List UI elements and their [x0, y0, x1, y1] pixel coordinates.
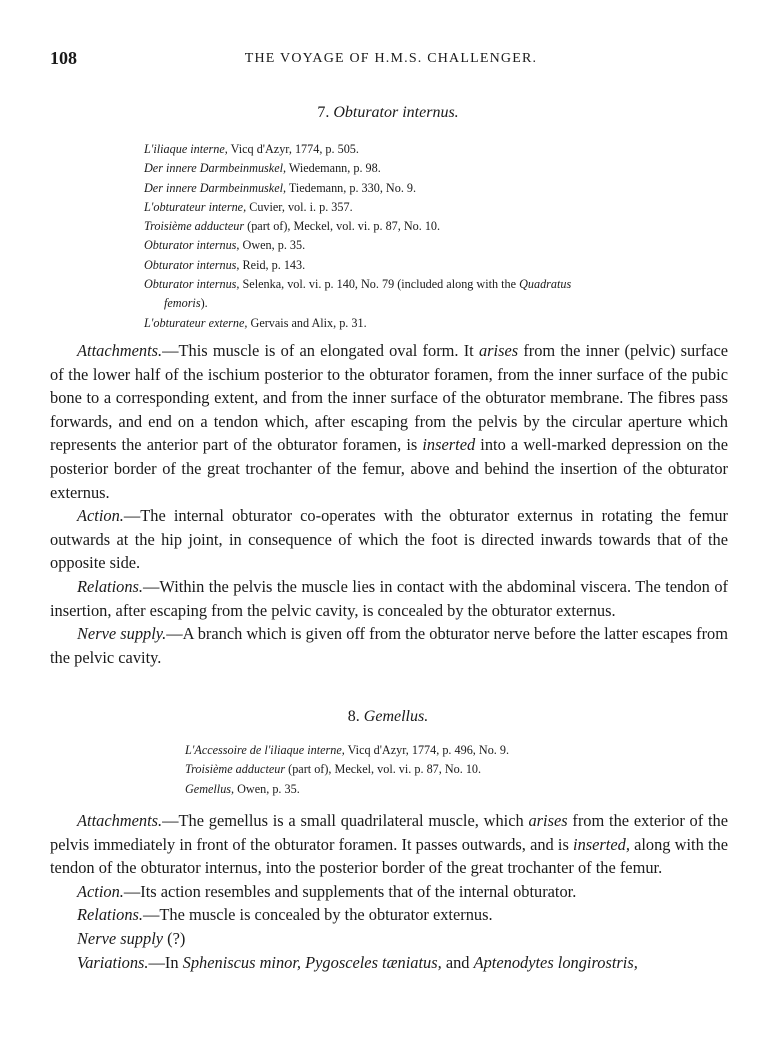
attachments-paragraph: Attachments.—This muscle is of an elongated oval form. It arises from the inner (pelvic) surface of the lower half of the ischium posterior to the obturator foramen, from the inner surface of the pubic bone to a corresponding extent, and from the inner surface of the obturator membrane. The fibres pass forwards, and end on a tendon which, after escaping from the pelvis by the circular aperture which represents the anterior part of the obturator foramen, is inserted into a well-marked depression on the posterior border of the great trochanter of the femur, above and behind the insertion of the obturator externus. — [50, 341, 729, 502]
synonym-entry: L'obturateur interne, Cuvier, vol. i. p. 357. — [144, 199, 353, 214]
action-paragraph: Action.—The internal obturator co-operates with the obturator externus in rotating the femur outwards at the hip joint, in consequence of which the foot is directed inwards towards that of the opposite side. — [50, 506, 728, 573]
synonym-entry: Der innere Darmbeinmuskel, Wiedemann, p. 98. — [144, 161, 381, 176]
relations-paragraph: Relations.—The muscle is concealed by the obturator externus. — [77, 905, 493, 925]
section-8-name: Gemellus. — [363, 708, 429, 725]
synonym-entry: L'obturateur externe, Gervais and Alix, p. 31. — [144, 315, 367, 330]
action-paragraph: Action.—Its action resembles and supplements that of the internal obturator. — [77, 881, 577, 901]
page-number: 108 — [50, 48, 77, 68]
section-8-title — [0, 708, 776, 726]
section-8-number: 8. — [347, 708, 360, 725]
section-7-number: 7. — [317, 104, 330, 121]
variations-paragraph: Variations.—In Spheniscus minor, Pygosceles tæniatus, and Aptenodytes longirostris, — [77, 952, 638, 972]
attachments-paragraph: Attachments.—The gemellus is a small quadrilateral muscle, which arises from the exterior of the pelvis immediately in front of the obturator foramen. It passes outwards, and is inserted, along with the tendon of the obturator internus, into the posterior border of the great trochanter of the femur. — [50, 811, 729, 878]
section-7-name: Obturator internus. — [333, 104, 459, 121]
synonym-entry-continuation: femoris). — [164, 296, 208, 311]
nerve-supply-paragraph: Nerve supply.—A branch which is given off from the obturator nerve before the latter escapes from the pelvic cavity. — [50, 624, 728, 667]
section-8-synonymy — [185, 741, 509, 799]
page-header — [50, 48, 732, 70]
section-7-title — [0, 104, 776, 122]
synonym-entry: Gemellus, Owen, p. 35. — [185, 781, 300, 796]
synonym-entry: L'Accessoire de l'iliaque interne, Vicq d'Azyr, 1774, p. 496, No. 9. — [185, 743, 510, 757]
synonym-entry: Obturator internus, Selenka, vol. vi. p. 140, No. 79 (included along with the Quadratus — [144, 277, 572, 292]
synonym-entry: Der innere Darmbeinmuskel, Tiedemann, p. 330, No. 9. — [144, 180, 417, 195]
synonym-entry: Obturator internus, Reid, p. 143. — [144, 257, 306, 272]
section-8-body — [50, 809, 728, 974]
synonym-entry: Troisième adducteur (part of), Meckel, vol. vi. p. 87, No. 10. — [144, 219, 441, 234]
nerve-supply-paragraph: Nerve supply (?) — [77, 928, 186, 948]
section-7-synonymy — [144, 140, 571, 333]
synonym-entry: L'iliaque interne, Vicq d'Azyr, 1774, p. 505. — [144, 142, 359, 156]
relations-paragraph: Relations.—Within the pelvis the muscle lies in contact with the abdominal viscera. The tendon of insertion, after escaping from the pelvic cavity, is concealed by the obturator externus. — [50, 576, 728, 620]
synonym-entry: Obturator internus, Owen, p. 35. — [144, 238, 306, 253]
section-7-body — [50, 339, 728, 669]
running-title: THE VOYAGE OF H.M.S. CHALLENGER. — [244, 51, 538, 66]
synonym-entry: Troisième adducteur (part of), Meckel, vol. vi. p. 87, No. 10. — [185, 762, 482, 777]
